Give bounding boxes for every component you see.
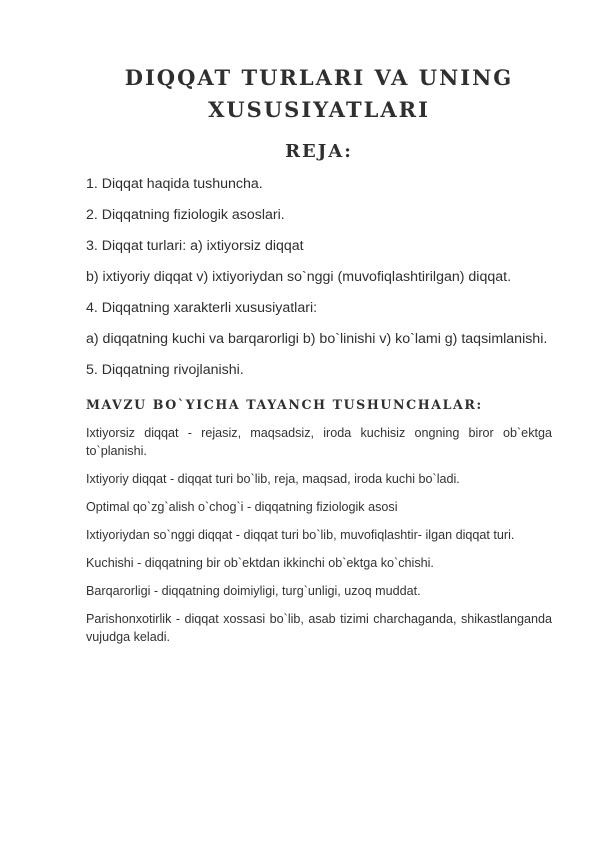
plan-item: 1. Diqqat haqida tushuncha. bbox=[86, 176, 263, 192]
term-item: Ixtiyorsiz diqqat - rejasiz, maqsadsiz, iroda kuchisiz ongning biror ob`ektga to`planishi. bbox=[86, 426, 552, 458]
plan-item: 2. Diqqatning fiziologik asoslari. bbox=[86, 207, 285, 223]
term-item: Parishonxotirlik - diqqat xossasi bo`lib, asab tizimi charchaganda, shikastlanganda vujudga keladi. bbox=[86, 612, 552, 644]
term-item: Barqarorligi - diqqatning doimiyligi, turg`unligi, uzoq muddat. bbox=[86, 584, 421, 598]
plan-item: 3. Diqqat turlari: a) ixtiyorsiz diqqat bbox=[86, 238, 304, 254]
title-line-2: XUSUSIYATLARI bbox=[208, 97, 430, 122]
title-line-1: DIQQAT TURLARI VA UNING bbox=[124, 65, 514, 90]
term-item: Kuchishi - diqqatning bir ob`ektdan ikkinchi ob`ektga ko`chishi. bbox=[86, 556, 434, 570]
plan-heading: REJA: bbox=[285, 141, 353, 162]
term-item: Optimal qo`zg`alish o`chog`i - diqqatning fiziologik asosi bbox=[86, 500, 398, 514]
plan-list bbox=[86, 174, 552, 380]
plan-item: 4. Diqqatning xarakterli xususiyatlari: bbox=[86, 300, 318, 316]
plan-item: 5. Diqqatning rivojlanishi. bbox=[86, 362, 244, 378]
term-item: Ixtiyoriydan so`nggi diqqat - diqqat turi bo`lib, muvofiqlashtir- ilgan diqqat turi. bbox=[86, 528, 515, 542]
terms-heading: MAVZU BO`YICHA TAYANCH TUSHUNCHALAR: bbox=[86, 397, 483, 412]
term-item: Ixtiyoriy diqqat - diqqat turi bo`lib, reja, maqsad, iroda kuchi bo`ladi. bbox=[86, 472, 460, 486]
plan-item: b) ixtiyoriy diqqat v) ixtiyoriydan so`nggi (muvofiqlashtirilgan) diqqat. bbox=[86, 269, 512, 285]
plan-item: a) diqqatning kuchi va barqarorligi b) bo`linishi v) ko`lami g) taqsimlanishi. bbox=[86, 331, 548, 347]
document-title bbox=[86, 62, 552, 126]
terms-list bbox=[86, 424, 552, 646]
